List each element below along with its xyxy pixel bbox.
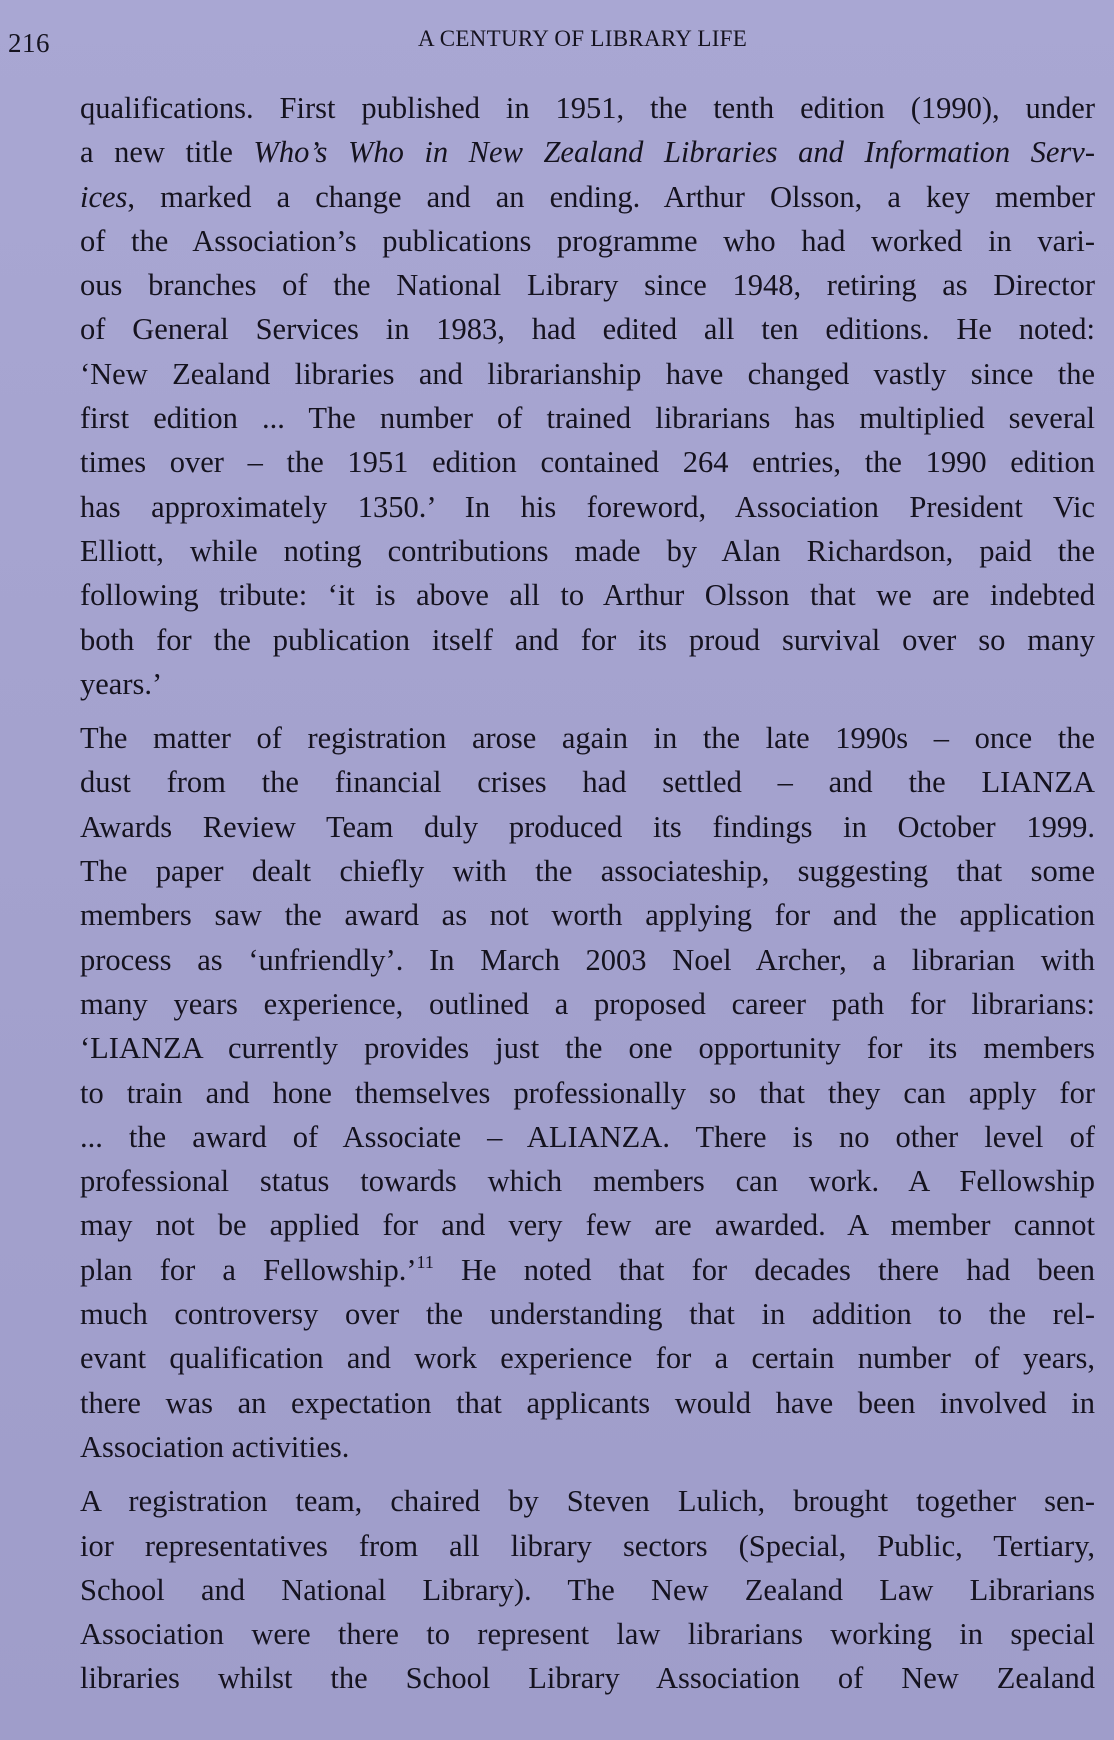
text-line: professional status towards which members can work. A Fellowship [80,1164,1095,1199]
text-line: evant qualification and work experience for a certain number of years, [80,1341,1095,1376]
text-span: , marked a change and an ending. Arthur Olsson, a key member [127,179,1095,214]
text-line: Association were there to represent law librarians working in special [80,1617,1095,1652]
text-line: ‘LIANZA currently provides just the one opportunity for its members [80,1031,1095,1066]
text-line: much controversy over the understanding that in addition to the rel- [80,1297,1095,1332]
page-number: 216 [8,28,50,58]
text-line: libraries whilst the School Library Association of New Zealand [80,1661,1095,1696]
body-text [80,86,1095,1711]
text-line: ior representatives from all library sectors (Special, Public, Tertiary, [80,1528,1095,1563]
text-line: following tribute: ‘it is above all to Arthur Olsson that we are indebted [80,578,1095,613]
text-line: many years experience, outlined a proposed career path for librarians: [80,986,1095,1021]
text-line: both for the publication itself and for its proud survival over so many [80,622,1095,657]
book-title-continued: ices [80,179,128,214]
text-line: ‘New Zealand libraries and librarianship have changed vastly since the [80,356,1095,391]
text-line: ous branches of the National Library since 1948, retiring as Director [80,268,1095,303]
text-line: ... the award of Associate – ALIANZA. There is no other level of [80,1119,1095,1154]
text-line: has approximately 1350.’ In his foreword, Association President Vic [80,489,1095,524]
paragraph-2 [80,716,1095,1469]
text-line: there was an expectation that applicants would have been involved in [80,1385,1095,1420]
text-line: Association activities. [80,1429,350,1464]
text-line: process as ‘unfriendly’. In March 2003 Noel Archer, a librarian with [80,942,1095,977]
text-line: qualifications. First published in 1951, the tenth edition (1990), under [80,91,1095,125]
text-line: The matter of registration arose again in the late 1990s – once the [80,721,1095,756]
text-line: first edition ... The number of trained librarians has multiplied several [80,401,1095,436]
running-head: A CENTURY OF LIBRARY LIFE [418,26,748,51]
book-title: Who’s Who in New Zealand Libraries and Information Serv- [253,135,1095,170]
text-line [80,1248,1095,1292]
text-line: Elliott, while noting contributions made by Alan Richardson, paid the [80,533,1095,568]
text-line: of the Association’s publications programme who had worked in vari- [80,223,1095,258]
text-line: Awards Review Team duly produced its findings in October 1999. [80,809,1095,844]
paragraph-1 [80,86,1095,706]
text-span: plan for a Fellowship.’ [80,1252,417,1287]
page-header [0,22,1114,58]
text-line: The paper dealt chiefly with the associateship, suggesting that some [80,854,1095,889]
text-span: a new title [80,135,233,170]
text-line [80,130,1095,174]
text-line: School and National Library). The New Zealand Law Librarians [80,1572,1095,1607]
text-line [80,175,1095,219]
text-line: to train and hone themselves professionally so that they can apply for [80,1075,1095,1110]
text-line: years.’ [80,666,163,701]
footnote-reference[interactable]: 11 [416,1251,434,1272]
text-line: may not be applied for and very few are awarded. A member cannot [80,1208,1095,1243]
text-line: A registration team, chaired by Steven Lulich, brought together sen- [80,1484,1095,1519]
text-line: times over – the 1951 edition contained 264 entries, the 1990 edition [80,445,1095,480]
text-line: of General Services in 1983, had edited all ten editions. He noted: [80,312,1095,347]
text-line: dust from the financial crises had settled – and the LIANZA [80,765,1095,800]
text-span: He noted that for decades there had been [433,1252,1095,1287]
paragraph-3 [80,1479,1095,1700]
text-line: members saw the award as not worth applying for and the application [80,898,1095,933]
